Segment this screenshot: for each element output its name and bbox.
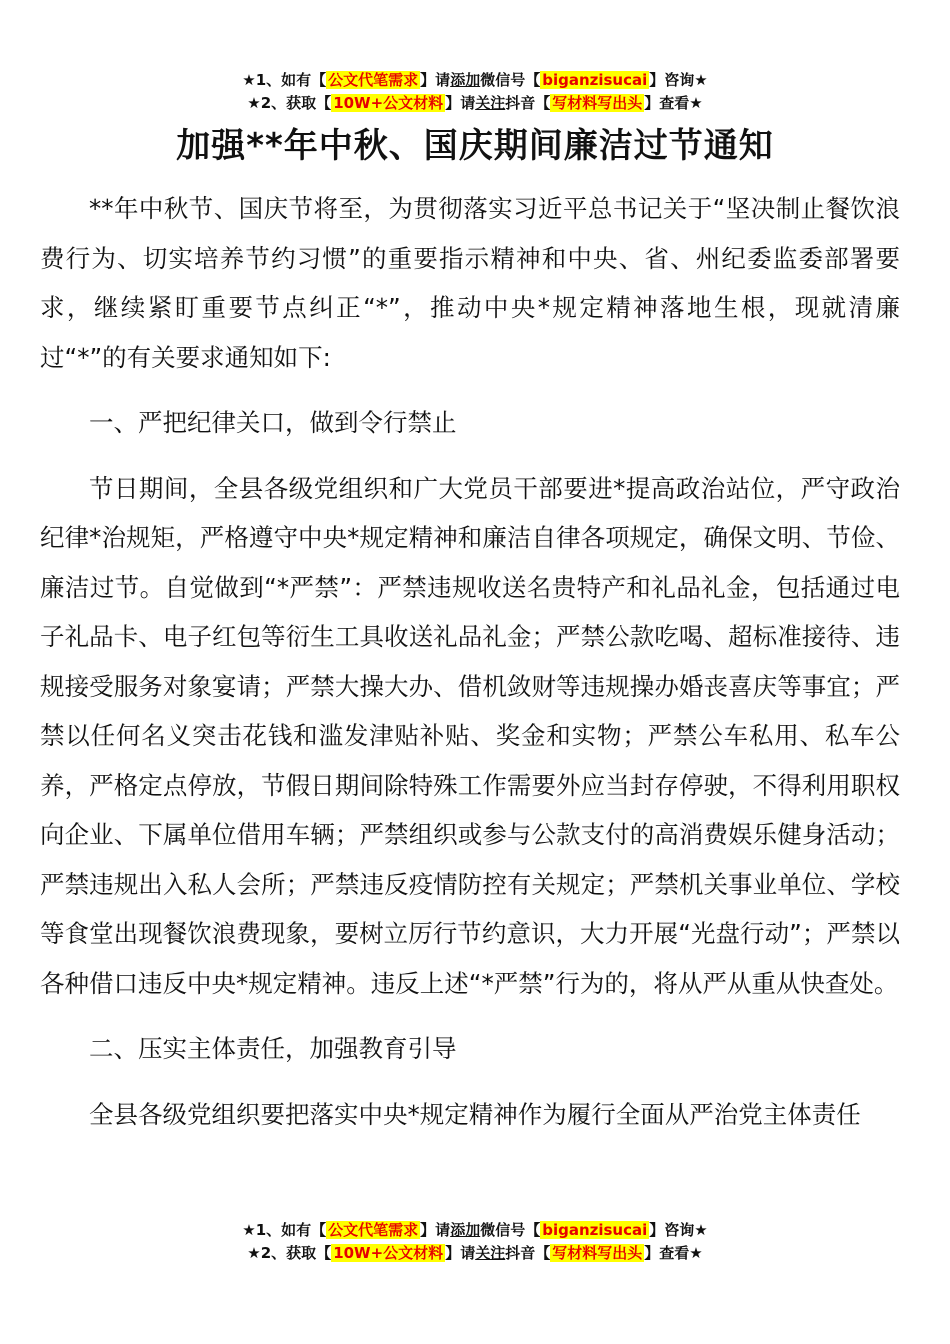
top-banner [0, 69, 950, 115]
paragraph-section-1: 节日期间，全县各级党组织和广大党员干部要进*提高政治站位，严守政治纪律*治规矩，严格遵守中央*规定精神和廉洁自律各项规定，确保文明、节俭、廉洁过节。自觉做到“*严禁”：严禁违规收送名贵特产和礼品礼金，包括通过电子礼品卡、电子红包等衍生工具收送礼品礼金；严禁公款吃喝、超标准接待、违规接受服务对象宴请；严禁大操大办、借机敛财等违规操办婚丧喜庆等事宜；严禁以任何名义突击花钱和滥发津贴补贴、奖金和实物；严禁公车私用、私车公养，严格定点停放，节假日期间除特殊工作需要外应当封存停驶，不得利用职权向企业、下属单位借用车辆；严禁组织或参与公款支付的高消费娱乐健身活动；严禁违规出入私人会所；严禁违反疫情防控有关规定；严禁机关事业单位、学校等食堂出现餐饮浪费现象，要树立厉行节约意识，大力开展“光盘行动”；严禁以各种借口违反中央*规定精神。违反上述“*严禁”行为的，将从严从重从快查处。 [40, 473, 900, 998]
bottom-banner [0, 1219, 950, 1265]
highlight-wechat-id: biganzisucai [542, 71, 648, 89]
highlight-wechat-id: biganzisucai [542, 1221, 648, 1239]
banner-line-1: ★1、如有【 公文代笔需求 】请添加微信号【 biganzisucai 】咨询★ [242, 1221, 708, 1239]
highlight-text: 10W+公文材料 [333, 1244, 444, 1262]
banner-line-2: ★2、获取【 10W+公文材料 】请关注抖音【 写材料写出头 】查看★ [247, 94, 703, 112]
paragraph-section-2: 全县各级党组织要把落实中央*规定精神作为履行全面从严治党主体责任 [89, 1099, 861, 1129]
banner-line-2: ★2、获取【 10W+公文材料 】请关注抖音【 写材料写出头 】查看★ [247, 1244, 703, 1262]
highlight-text: 10W+公文材料 [333, 94, 444, 112]
section-heading-2: 二、压实主体责任，加强教育引导 [89, 1034, 457, 1063]
highlight-douyin-id: 写材料写出头 [552, 1244, 643, 1262]
document-body [40, 184, 900, 1139]
document-title: 加强**年中秋、国庆期间廉洁过节通知 [176, 126, 774, 166]
section-heading-1: 一、严把纪律关口，做到令行禁止 [89, 408, 457, 437]
banner-line-1: ★1、如有【 公文代笔需求 】请添加微信号【 biganzisucai 】咨询★ [242, 71, 708, 89]
highlight-douyin-id: 写材料写出头 [552, 94, 643, 112]
highlight-text: 公文代笔需求 [328, 71, 419, 89]
paragraph-intro: **年中秋节、国庆节将至，为贯彻落实习近平总书记关于“坚决制止餐饮浪费行为、切实培养节约习惯”的重要指示精神和中央、省、州纪委监委部署要求，继续紧盯重要节点纠正“*”，推动中央*规定精神落地生根，现就清廉过“*”的有关要求通知如下: [40, 194, 900, 372]
highlight-text: 公文代笔需求 [328, 1221, 419, 1239]
